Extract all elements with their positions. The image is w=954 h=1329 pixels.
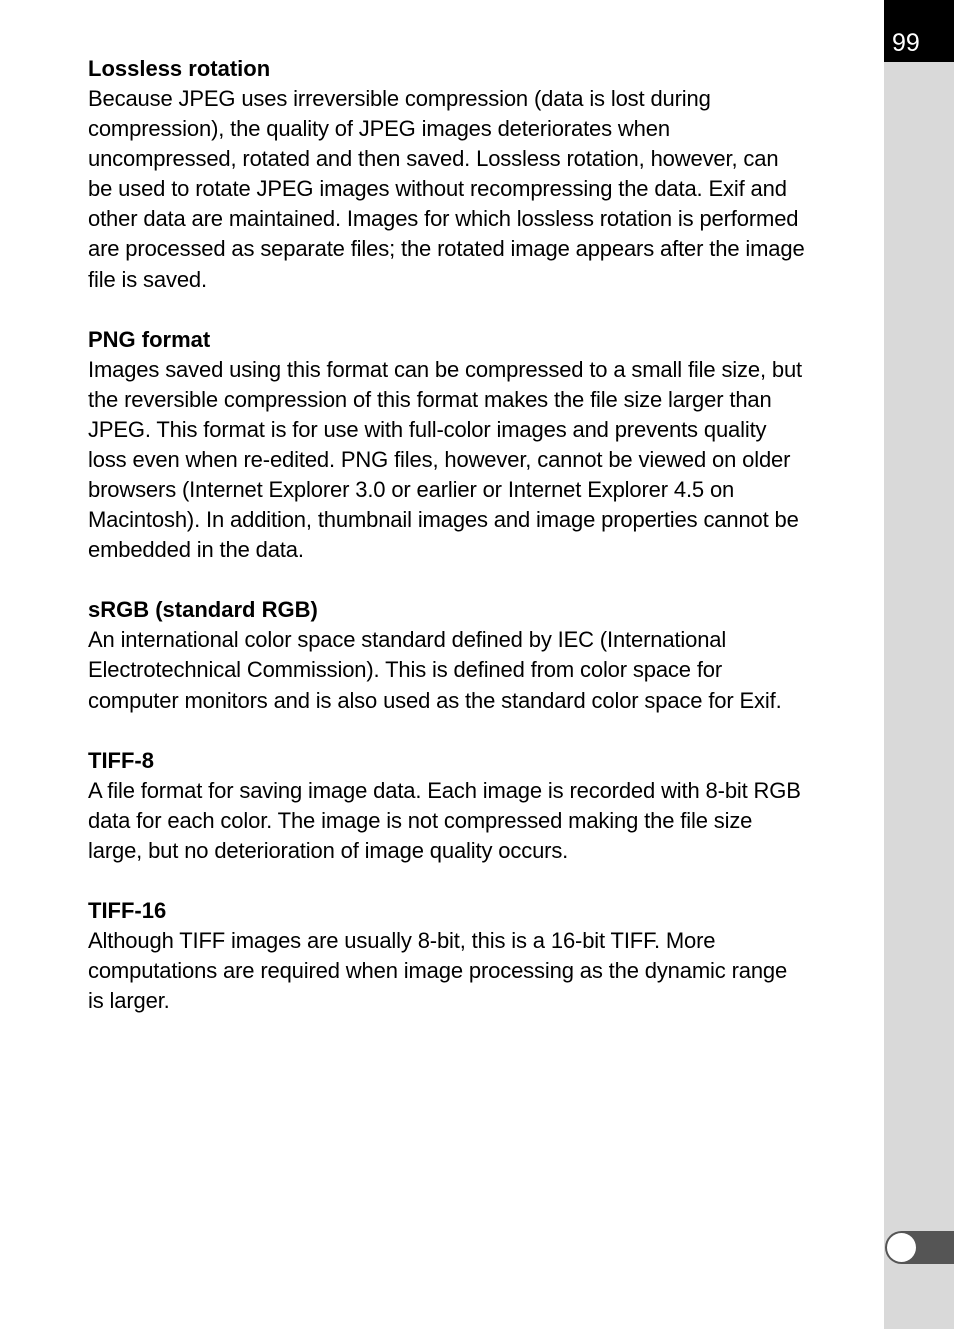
body-line: other data are maintained. Images for which lossless rotation is performed [88,206,799,232]
body-line: be used to rotate JPEG images without recompressing the data. Exif and [88,176,787,202]
section-body [88,776,878,866]
glossary-content [88,54,878,1046]
body-line: browsers (Internet Explorer 3.0 or earlier or Internet Explorer 4.5 on [88,477,735,503]
section-heading: TIFF-8 [88,747,154,773]
body-line: compression), the quality of JPEG images deteriorates when [88,116,670,142]
section-body [88,926,878,1016]
section-srgb [88,595,878,715]
section-body [88,355,878,566]
body-line: Electrotechnical Commission). This is defined from color space for [88,657,723,683]
section-tiff-8 [88,746,878,866]
body-line: computations are required when image processing as the dynamic range [88,957,788,983]
section-tiff-16 [88,896,878,1016]
body-line: Macintosh). In addition, thumbnail images and image properties cannot be [88,507,799,533]
side-margin-bar [884,0,954,1329]
section-heading: PNG format [88,326,211,352]
body-line: computer monitors and is also used as the standard color space for Exif. [88,687,782,713]
body-line: Images saved using this format can be compressed to a small file size, but [88,356,803,382]
body-line: uncompressed, rotated and then saved. Lossless rotation, however, can [88,146,779,172]
body-line: loss even when re-edited. PNG files, however, cannot be viewed on older [88,446,791,472]
section-body [88,625,878,715]
section-body [88,84,878,295]
section-lossless-rotation [88,54,878,295]
section-heading: TIFF-16 [88,897,167,923]
body-line: An international color space standard defined by IEC (International [88,627,727,653]
section-heading: sRGB (standard RGB) [88,597,318,623]
body-line: embedded in the data. [88,537,304,563]
body-line: is larger. [88,988,170,1014]
body-line: Although TIFF images are usually 8-bit, this is a 16-bit TIFF. More [88,927,716,953]
section-png-format [88,325,878,566]
body-line: JPEG. This format is for use with full-color images and prevents quality [88,416,767,442]
body-line: are processed as separate files; the rotated image appears after the image [88,236,805,262]
chapter-marker-icon [887,1233,916,1262]
body-line: the reversible compression of this format makes the file size larger than [88,386,772,412]
section-heading: Lossless rotation [88,56,271,81]
body-line: Because JPEG uses irreversible compression (data is lost during [88,86,711,111]
body-line: file is saved. [88,266,207,292]
body-line: A file format for saving image data. Each image is recorded with 8-bit RGB [88,777,801,803]
body-line: large, but no deterioration of image quality occurs. [88,837,569,863]
page-number: 99 [892,29,920,57]
body-line: data for each color. The image is not compressed making the file size [88,807,753,833]
